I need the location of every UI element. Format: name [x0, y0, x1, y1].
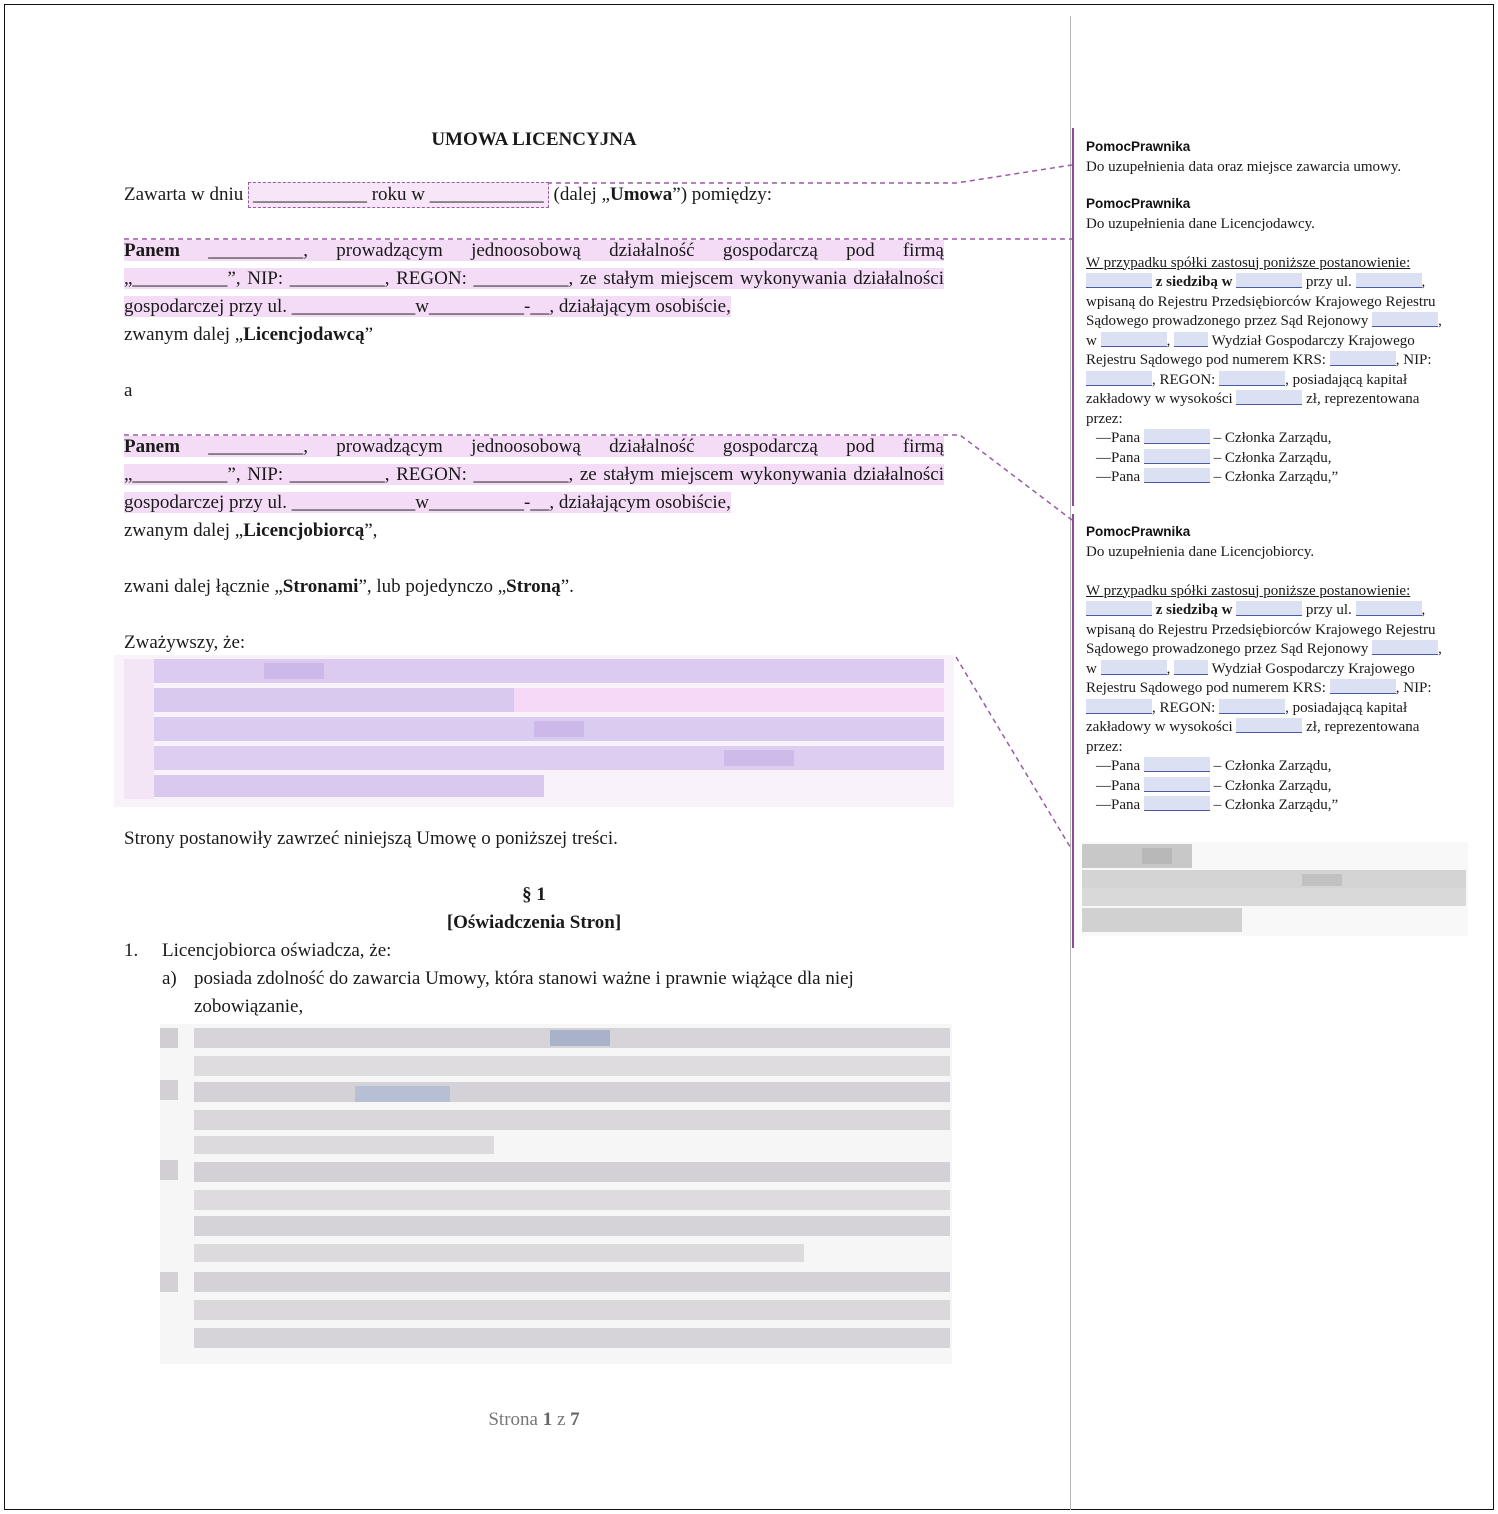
party2-called-prefix: zwanym dalej „ — [124, 520, 244, 541]
field-blank[interactable] — [1086, 699, 1152, 714]
comment-2[interactable] — [1086, 194, 1490, 488]
section-number: § 1 — [522, 884, 546, 905]
date-place-field[interactable]: ____________ roku w ____________ — [248, 182, 549, 208]
party1-called — [124, 321, 944, 349]
field-blank[interactable] — [1236, 718, 1302, 733]
parties-bold2: Stroną — [506, 576, 561, 597]
intro-paragraph — [124, 181, 944, 209]
party2-line2[interactable] — [124, 461, 944, 489]
c2-l4b: , — [1166, 332, 1175, 349]
party2-line1[interactable] — [124, 433, 944, 461]
c2-rep-prefix: —Pana — [1096, 449, 1144, 466]
c3-l7a: zakładowy w wysokości — [1086, 719, 1237, 735]
comment-3[interactable] — [1086, 522, 1490, 816]
c2-l6a: , REGON: — [1152, 371, 1220, 388]
c3-rep-prefix: —Pana — [1096, 777, 1144, 794]
c3-rep2: – Członka Zarządu, — [1209, 777, 1332, 794]
c3-l1b: przy ul. — [1302, 602, 1356, 618]
intro-suffix: ”) pomiędzy: — [672, 184, 772, 205]
party2-called-suffix: ”, — [364, 520, 378, 541]
c2-rep2: – Członka Zarządu, — [1209, 449, 1332, 466]
page-footer — [124, 1406, 944, 1434]
c2-l1b: przy ul. — [1302, 274, 1356, 290]
c2-rep3: – Członka Zarządu,” — [1209, 469, 1339, 485]
field-blank[interactable] — [1144, 796, 1210, 811]
c3-l4a: w — [1086, 660, 1101, 677]
c3-l8: przez: — [1086, 738, 1123, 755]
party2-line3[interactable] — [124, 489, 944, 517]
c2-rep1: – Członka Zarządu, — [1209, 430, 1332, 446]
field-blank[interactable] — [1219, 699, 1285, 714]
intro-prefix: Zawarta w dniu — [124, 184, 248, 205]
party1-line2-text: „__________”, NIP: __________, REGON: __________, ze stałym miejscem wykonywania działalności — [124, 268, 944, 289]
party1-called-suffix: ” — [364, 324, 374, 345]
field-blank[interactable] — [1174, 660, 1208, 675]
c2-l5: Rejestru Sądowego pod numerem KRS: — [1086, 352, 1330, 368]
field-blank[interactable] — [1086, 273, 1152, 288]
c3-l1a: z siedzibą w — [1152, 602, 1237, 618]
c3-rep3: – Członka Zarządu,” — [1209, 797, 1339, 813]
parties-definition — [124, 573, 944, 601]
field-blank[interactable] — [1356, 601, 1422, 616]
c2-l5-end: , NIP: — [1395, 352, 1432, 368]
comment-1-text: Do uzupełnienia data oraz miejsce zawarcia umowy. — [1086, 158, 1402, 175]
comment-2-author: PomocPrawnika — [1086, 196, 1191, 211]
field-blank[interactable] — [1330, 679, 1396, 694]
comment-1-author: PomocPrawnika — [1086, 139, 1191, 154]
c2-rep-prefix: —Pana — [1096, 469, 1144, 485]
footer-page-total: 7 — [570, 1409, 580, 1430]
field-blank[interactable] — [1101, 660, 1167, 675]
decision-paragraph: Strony postanowiły zawrzeć niniejszą Umowę o poniższej treści. — [124, 828, 618, 849]
list-item-1-number: 1. — [124, 940, 139, 961]
c3-rep1: – Członka Zarządu, — [1209, 758, 1332, 774]
field-blank[interactable] — [1330, 351, 1396, 366]
comment-3-text: Do uzupełnienia dane Licencjobiorcy. — [1086, 543, 1315, 560]
field-blank[interactable] — [1144, 777, 1210, 792]
footer-prefix: Strona — [488, 1409, 543, 1430]
party1-line3-text: gospodarczej przy ul. _____________w__________-__, działającym osobiście, — [124, 296, 731, 317]
comment-2-company-heading: W przypadku spółki zastosuj poniższe postanowienie: — [1086, 254, 1411, 271]
c2-l7a: zakładowy w wysokości — [1086, 391, 1237, 407]
c3-l1c: , — [1421, 602, 1426, 618]
party1-panem: Panem — [124, 240, 180, 261]
document-title: UMOWA LICENCYJNA — [431, 129, 637, 150]
c3-l3: Sądowego prowadzonego przez Sąd Rejonowy — [1086, 641, 1373, 657]
party1-line1-text: __________, prowadzącym jednoosobową działalność gospodarczą pod firmą — [179, 240, 944, 261]
field-blank[interactable] — [1086, 371, 1152, 386]
c3-l2: wpisaną do Rejestru Przedsiębiorców Krajowego Rejestru — [1086, 621, 1436, 638]
c2-l2: wpisaną do Rejestru Przedsiębiorców Krajowego Rejestru — [1086, 293, 1436, 310]
parties-prefix: zwani dalej łącznie „ — [124, 576, 283, 597]
parties-bold1: Stronami — [282, 576, 359, 597]
c3-l7b: zł, reprezentowana — [1302, 719, 1420, 735]
c3-l4c: Wydział Gospodarczy Krajowego — [1208, 660, 1415, 677]
comment-pane-divider — [1070, 16, 1071, 1510]
comment-3-company-heading: W przypadku spółki zastosuj poniższe postanowienie: — [1086, 582, 1411, 599]
c2-l8: przez: — [1086, 410, 1123, 427]
comment-2-text: Do uzupełnienia dane Licencjodawcy. — [1086, 215, 1315, 232]
connector-a: a — [124, 380, 133, 401]
field-blank[interactable] — [1236, 390, 1302, 405]
party2-line1-text: __________, prowadzącym jednoosobową działalność gospodarczą pod firmą — [179, 436, 944, 457]
field-blank[interactable] — [1219, 371, 1285, 386]
field-blank[interactable] — [1236, 273, 1302, 288]
c3-l3-end: , — [1438, 641, 1442, 657]
c3-l5: Rejestru Sądowego pod numerem KRS: — [1086, 680, 1330, 696]
party2-line3-text: gospodarczej przy ul. _____________w__________-__, działającym osobiście, — [124, 492, 731, 513]
c2-rep-prefix: —Pana — [1096, 430, 1144, 446]
party2-called — [124, 517, 944, 545]
list-sub-a-line2: zobowiązanie, — [194, 996, 304, 1017]
footer-page-number: 1 — [542, 1409, 553, 1430]
redacted-whereas-block — [114, 655, 954, 807]
redacted-comment-4[interactable] — [1082, 842, 1468, 936]
redacted-list-block — [160, 1024, 952, 1364]
party1-line1[interactable] — [124, 237, 944, 265]
field-blank[interactable] — [1101, 332, 1167, 347]
comment-3-author: PomocPrawnika — [1086, 524, 1191, 539]
parties-suffix: ”. — [560, 576, 574, 597]
field-blank[interactable] — [1372, 640, 1438, 655]
party2-called-bold: Licencjobiorcą — [243, 520, 365, 541]
field-blank[interactable] — [1144, 429, 1210, 444]
list-sub-a-line1: posiada zdolność do zawarcia Umowy, która stanowi ważne i prawnie wiążące dla niej — [194, 968, 854, 989]
list-item-1-text: Licencjobiorca oświadcza, że: — [162, 940, 392, 961]
comment-bar-1 — [1072, 128, 1074, 506]
c2-l1a: z siedzibą w — [1152, 274, 1237, 290]
whereas-heading: Zważywszy, że: — [124, 632, 246, 653]
party1-called-prefix: zwanym dalej „ — [124, 324, 244, 345]
party2-line2-text: „__________”, NIP: __________, REGON: __________, ze stałym miejscem wykonywania działalności — [124, 464, 944, 485]
party2-panem: Panem — [124, 436, 180, 457]
c3-l6a: , REGON: — [1152, 699, 1220, 716]
c3-rep-prefix: —Pana — [1096, 797, 1144, 813]
party1-line3[interactable] — [124, 293, 944, 321]
c2-l3-end: , — [1438, 313, 1442, 329]
c3-l5-end: , NIP: — [1395, 680, 1432, 696]
c3-l6b: , posiadającą kapitał — [1285, 699, 1408, 716]
field-blank[interactable] — [1144, 449, 1210, 464]
list-sub-a-label: a) — [162, 968, 177, 989]
field-blank[interactable] — [1236, 601, 1302, 616]
c2-l3: Sądowego prowadzonego przez Sąd Rejonowy — [1086, 313, 1373, 329]
intro-bold: Umowa — [609, 184, 673, 205]
party1-called-bold: Licencjodawcą — [243, 324, 365, 345]
c2-l7b: zł, reprezentowana — [1302, 391, 1420, 407]
c3-rep-prefix: —Pana — [1096, 758, 1144, 774]
c2-l4c: Wydział Gospodarczy Krajowego — [1208, 332, 1415, 349]
c2-l1c: , — [1421, 274, 1426, 290]
c3-l4b: , — [1166, 660, 1175, 677]
footer-mid: z — [552, 1409, 571, 1430]
c2-l6b: , posiadającą kapitał — [1285, 371, 1408, 388]
field-blank[interactable] — [1144, 468, 1210, 483]
comment-1[interactable] — [1086, 137, 1490, 177]
parties-mid: ”, lub pojedynczo „ — [358, 576, 507, 597]
section-heading: [Oświadczenia Stron] — [446, 912, 622, 933]
field-blank[interactable] — [1144, 757, 1210, 772]
field-blank[interactable] — [1372, 312, 1438, 327]
field-blank[interactable] — [1086, 601, 1152, 616]
c2-l4a: w — [1086, 332, 1101, 349]
field-blank[interactable] — [1356, 273, 1422, 288]
intro-mid: (dalej „ — [548, 184, 610, 205]
field-blank[interactable] — [1174, 332, 1208, 347]
party1-line2[interactable] — [124, 265, 944, 293]
comment-bar-2 — [1072, 514, 1074, 948]
